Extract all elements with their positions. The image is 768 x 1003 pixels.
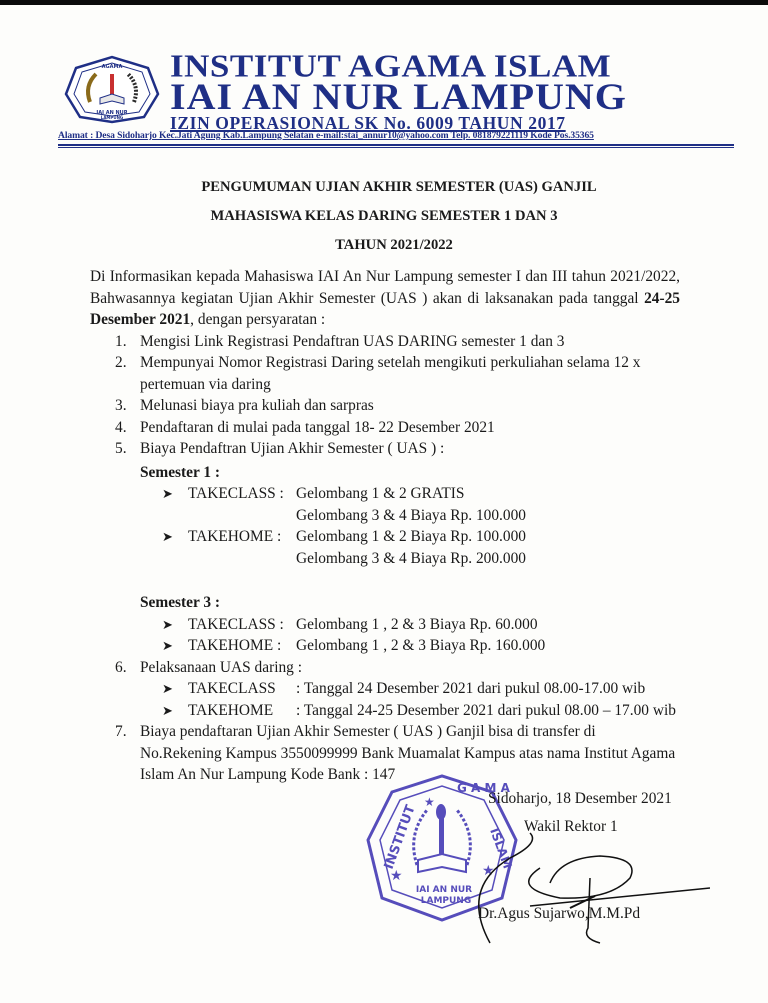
requirement-item [90, 331, 680, 353]
handwritten-signature-icon [470, 828, 710, 948]
requirement-text: Biaya Pendaftran Ujian Akhir Semester ( UAS ) : [140, 440, 445, 457]
exec-mode: TAKEHOME [188, 701, 274, 719]
execution-item [140, 678, 680, 700]
requirement-text: Mengisi Link Registrasi Pendaftran UAS DARING semester 1 dan 3 [140, 332, 565, 350]
item-number: 1. [115, 332, 127, 350]
fee-line: Gelombang 3 & 4 Biaya Rp. 100.000 [296, 506, 526, 524]
announcement-heading [0, 173, 768, 260]
svg-text:LAMPUNG: LAMPUNG [100, 115, 124, 120]
operational-license: IZIN OPERASIONAL SK No. 6009 TAHUN 2017 [170, 113, 566, 133]
heading-line-3: TAHUN 2021/2022 [335, 237, 453, 253]
exec-schedule: : Tanggal 24 Desember 2021 dari pukul 08.00-17.00 wib [296, 680, 646, 697]
fee-mode: TAKECLASS : [188, 485, 284, 502]
exam-date: 24-25 Desember 2021 [90, 289, 680, 328]
svg-text:INSTITUT: INSTITUT [381, 803, 419, 872]
svg-text:LAMPUNG: LAMPUNG [420, 896, 472, 906]
svg-text:AGAMA: AGAMA [101, 64, 123, 70]
item-number: 6. [115, 658, 127, 676]
letterhead-divider [58, 144, 734, 146]
institution-name-line1: INSTITUT AGAMA ISLAM [170, 48, 612, 84]
svg-text:★: ★ [390, 869, 403, 884]
scan-top-border [0, 0, 768, 5]
svg-text:IAI AN NUR: IAI AN NUR [415, 885, 473, 895]
arrowhead-bullet-icon: ➤ [162, 529, 173, 544]
svg-text:ISLAM: ISLAM [487, 826, 515, 871]
institution-name-line2: IAI AN NUR LAMPUNG [170, 75, 627, 118]
institution-seal-icon [62, 54, 162, 124]
item-number: 3. [115, 397, 127, 414]
fee-item [140, 483, 680, 526]
item-number: 7. [115, 723, 127, 740]
svg-text:★: ★ [424, 795, 435, 809]
fee-line: Gelombang 1 & 2 GRATIS [296, 485, 465, 502]
arrowhead-bullet-icon: ➤ [162, 702, 173, 718]
item-number: 4. [115, 418, 127, 436]
item-number: 5. [115, 440, 127, 457]
arrowhead-bullet-icon: ➤ [162, 638, 173, 653]
requirement-item [90, 352, 680, 395]
requirement-item [90, 395, 680, 417]
requirements-list [90, 331, 680, 786]
requirement-text: Pelaksanaan UAS daring : [140, 658, 302, 676]
requirement-text: Biaya pendaftaran Ujian Akhir Semester ( UAS ) Ganjil bisa di transfer di No.Rekening Kampus 3550099999 Bank Muamalat Kampus atas nama Institut Agama Islam An Nur Lampung Kode Bank : 147 [140, 723, 676, 783]
place-and-date: Sidoharjo, 18 Desember 2021 [488, 790, 672, 807]
requirement-text: Pendaftaran di mulai pada tanggal 18- 22 Desember 2021 [140, 418, 495, 436]
fee-item [140, 635, 680, 657]
intro-text-end: , dengan persyaratan : [190, 311, 326, 328]
heading-line-2: MAHASISWA KELAS DARING SEMESTER 1 DAN 3 [210, 208, 558, 224]
fee-item [140, 614, 680, 636]
exec-schedule: : Tanggal 24-25 Desember 2021 dari pukul 08.00 – 17.00 wib [296, 701, 676, 719]
semester-3-fee-list [140, 614, 680, 657]
arrowhead-bullet-icon: ➤ [162, 486, 173, 501]
institution-address: Alamat : Desa Sidoharjo Kec.Jati Agung Kab.Lampung Selatan e-mail:stai_annur10@yahoo.com Telp. 081879221119 Kode Pos.35365 [58, 130, 594, 141]
fee-mode: TAKEHOME : [188, 528, 282, 545]
fee-item [140, 526, 680, 569]
fee-line: Gelombang 1 & 2 Biaya Rp. 100.000 [296, 528, 526, 545]
requirement-item-fees [90, 438, 680, 657]
fee-line: Gelombang 1 , 2 & 3 Biaya Rp. 60.000 [296, 615, 538, 633]
arrowhead-bullet-icon: ➤ [162, 681, 173, 696]
execution-item [140, 700, 680, 722]
semester-1-fee-list [140, 483, 680, 569]
exec-mode: TAKECLASS [188, 680, 276, 697]
letterhead [58, 46, 734, 146]
requirement-item-execution [90, 657, 680, 722]
arrowhead-bullet-icon: ➤ [162, 616, 173, 632]
item-number: 2. [115, 354, 127, 371]
announcement-body [90, 266, 680, 786]
signer-name: Dr.Agus Sujarwo,M.M.Pd [478, 905, 641, 922]
fee-line: Gelombang 1 , 2 & 3 Biaya Rp. 160.000 [296, 637, 546, 654]
fee-line: Gelombang 3 & 4 Biaya Rp. 200.000 [296, 549, 526, 567]
semester-1-title: Semester 1 : [140, 463, 221, 481]
fee-mode: TAKECLASS : [188, 615, 284, 633]
requirement-item [90, 417, 680, 439]
svg-text:G A M A: G A M A [457, 781, 510, 795]
semester-3-title: Semester 3 : [140, 594, 221, 611]
requirement-text: Mempunyai Nomor Registrasi Daring setelah mengikuti perkuliahan selama 12 x pertemuan via daring [140, 354, 641, 393]
requirement-text: Melunasi biaya pra kuliah dan sarpras [140, 397, 374, 414]
execution-list [140, 678, 680, 721]
heading-line-1: PENGUMUMAN UJIAN AKHIR SEMESTER (UAS) GANJIL [201, 179, 597, 195]
letterhead-divider-thin [58, 147, 734, 148]
svg-text:IAI AN NUR: IAI AN NUR [96, 110, 128, 116]
svg-text:★: ★ [482, 864, 495, 879]
intro-text: Di Informasikan kepada Mahasiswa IAI An Nur Lampung semester I dan III tahun 2021/2022, Bahwasannya kegiatan Ujian Akhir Semester (UAS ) akan di laksanakan pada tanggal [90, 268, 680, 307]
intro-paragraph [90, 266, 680, 331]
fee-mode: TAKEHOME : [188, 637, 282, 654]
signer-position: Wakil Rektor 1 [524, 818, 618, 835]
